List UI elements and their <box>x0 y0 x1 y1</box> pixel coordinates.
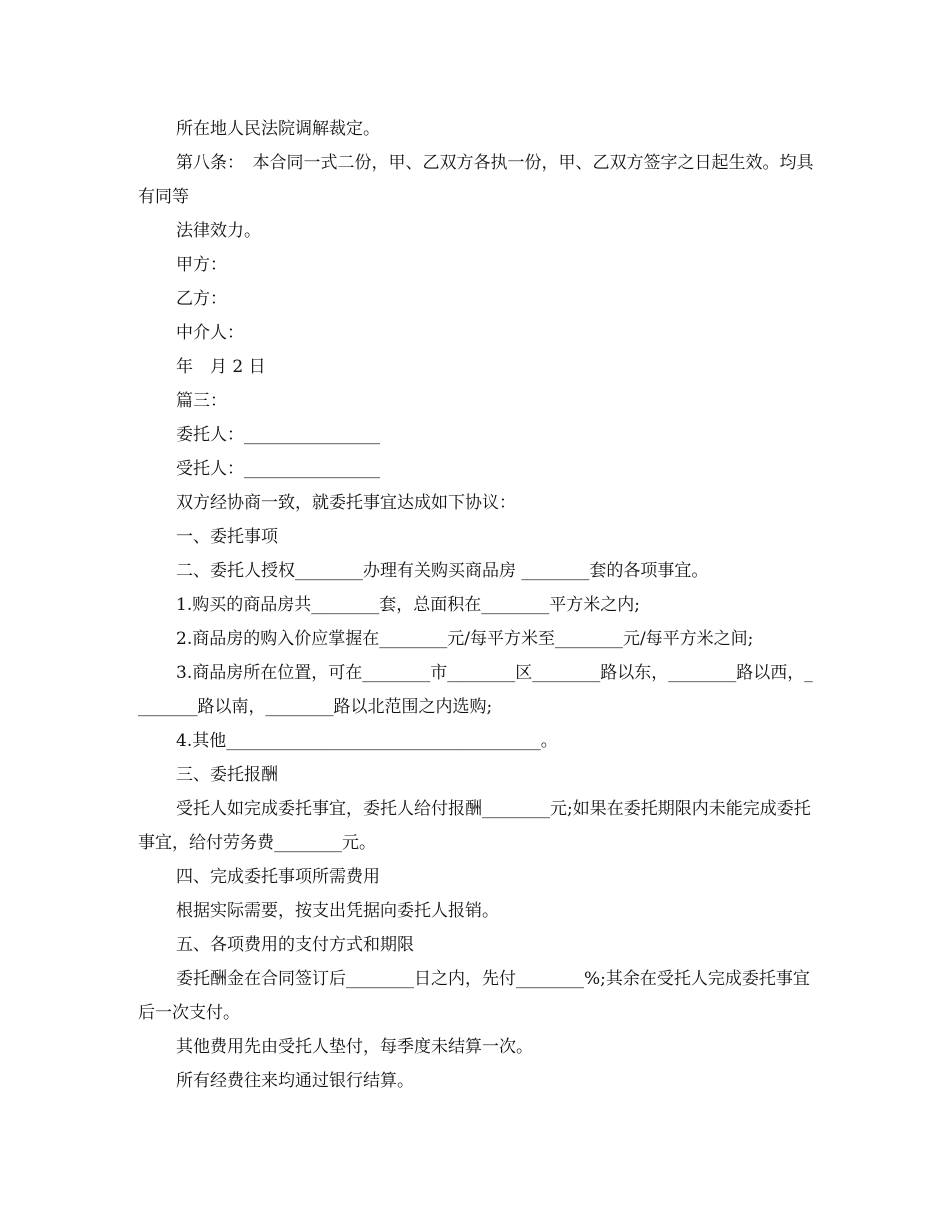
item-other: 4.其他_____________________________________。 <box>176 731 558 751</box>
signature-date: 年 月 2 日 <box>176 357 266 377</box>
heading-remuneration: 三、委托报酬 <box>176 765 278 785</box>
paragraph-remuneration: 受托人如完成委托事宜，委托人给付报酬________元;如果在委托期限内未能完成委托事宜，给付劳务费________元。 <box>138 799 811 853</box>
paragraph-court-ruling: 所在地人民法院调解裁定。 <box>176 119 380 139</box>
paragraph-reimbursement: 根据实际需要，按支出凭据向委托人报销。 <box>176 901 499 921</box>
paragraph-payment-schedule: 委托酬金在合同签订后________日之内，先付________%;其余在受托人完成委托事宜后一次支付。 <box>138 969 810 1023</box>
field-agent: 受托人：________________ <box>176 459 380 479</box>
section-title-part-three: 篇三： <box>176 391 227 411</box>
signature-intermediary: 中介人： <box>176 323 244 343</box>
document-body <box>138 112 818 1098</box>
paragraph-bank-settlement: 所有经费往来均通过银行结算。 <box>176 1071 414 1091</box>
item-house-quantity: 1.购买的商品房共________套，总面积在________平方米之内; <box>176 595 640 615</box>
paragraph-advance-payment: 其他费用先由受托人垫付，每季度未结算一次。 <box>176 1037 533 1057</box>
item-purchase-price: 2.商品房的购入价应掌握在________元/每平方米至________元/每平方米之间; <box>176 629 754 649</box>
paragraph-legal-effect: 法律效力。 <box>176 221 261 241</box>
paragraph-article-eight: 第八条： 本合同一式二份，甲、乙双方各执一份，甲、乙双方签字之日起生效。均具有同等 <box>138 153 814 207</box>
signature-party-a: 甲方： <box>176 255 227 275</box>
field-principal: 委托人：________________ <box>176 425 380 445</box>
heading-entrusted-matters: 一、委托事项 <box>176 527 278 547</box>
signature-party-b: 乙方： <box>176 289 227 309</box>
paragraph-authorization: 二、委托人授权________办理有关购买商品房 ________套的各项事宜。 <box>176 561 709 581</box>
item-house-location: 3.商品房所在位置，可在________市________区________路以东，________路以西，________路以南，________路以北范围之内选购; <box>138 663 813 717</box>
heading-payment-terms: 五、各项费用的支付方式和期限 <box>176 935 414 955</box>
paragraph-agreement-intro: 双方经协商一致，就委托事宜达成如下协议： <box>176 493 516 513</box>
heading-expenses: 四、完成委托事项所需费用 <box>176 867 380 887</box>
